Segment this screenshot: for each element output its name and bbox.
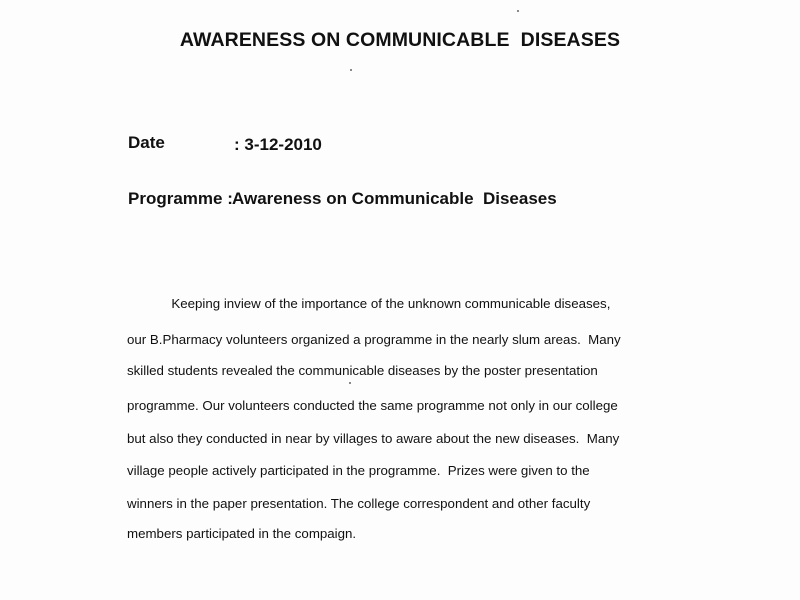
body-line: members participated in the compaign.	[127, 526, 357, 541]
body-line: but also they conducted in near by villages to aware about the new diseases. Many	[127, 431, 620, 446]
document-title: AWARENESS ON COMMUNICABLE DISEASES	[179, 29, 621, 51]
programme-value: Awareness on Communicable Diseases	[232, 189, 557, 208]
scan-speck	[349, 382, 351, 384]
body-line: Keeping inview of the importance of the unknown communicable diseases,	[127, 296, 611, 311]
date-label: Date	[128, 133, 165, 152]
body-line: winners in the paper presentation. The college correspondent and other faculty	[127, 496, 591, 511]
programme-label: Programme :	[128, 189, 233, 208]
body-line: our B.Pharmacy volunteers organized a programme in the nearly slum areas. Many	[127, 332, 621, 347]
scan-speck	[517, 10, 519, 12]
scan-speck	[350, 69, 352, 71]
body-line: skilled students revealed the communicable diseases by the poster presentation	[127, 363, 598, 378]
body-line: programme. Our volunteers conducted the same programme not only in our college	[127, 398, 618, 413]
body-line: village people actively participated in the programme. Prizes were given to the	[127, 463, 590, 478]
date-value: : 3-12-2010	[234, 135, 322, 154]
